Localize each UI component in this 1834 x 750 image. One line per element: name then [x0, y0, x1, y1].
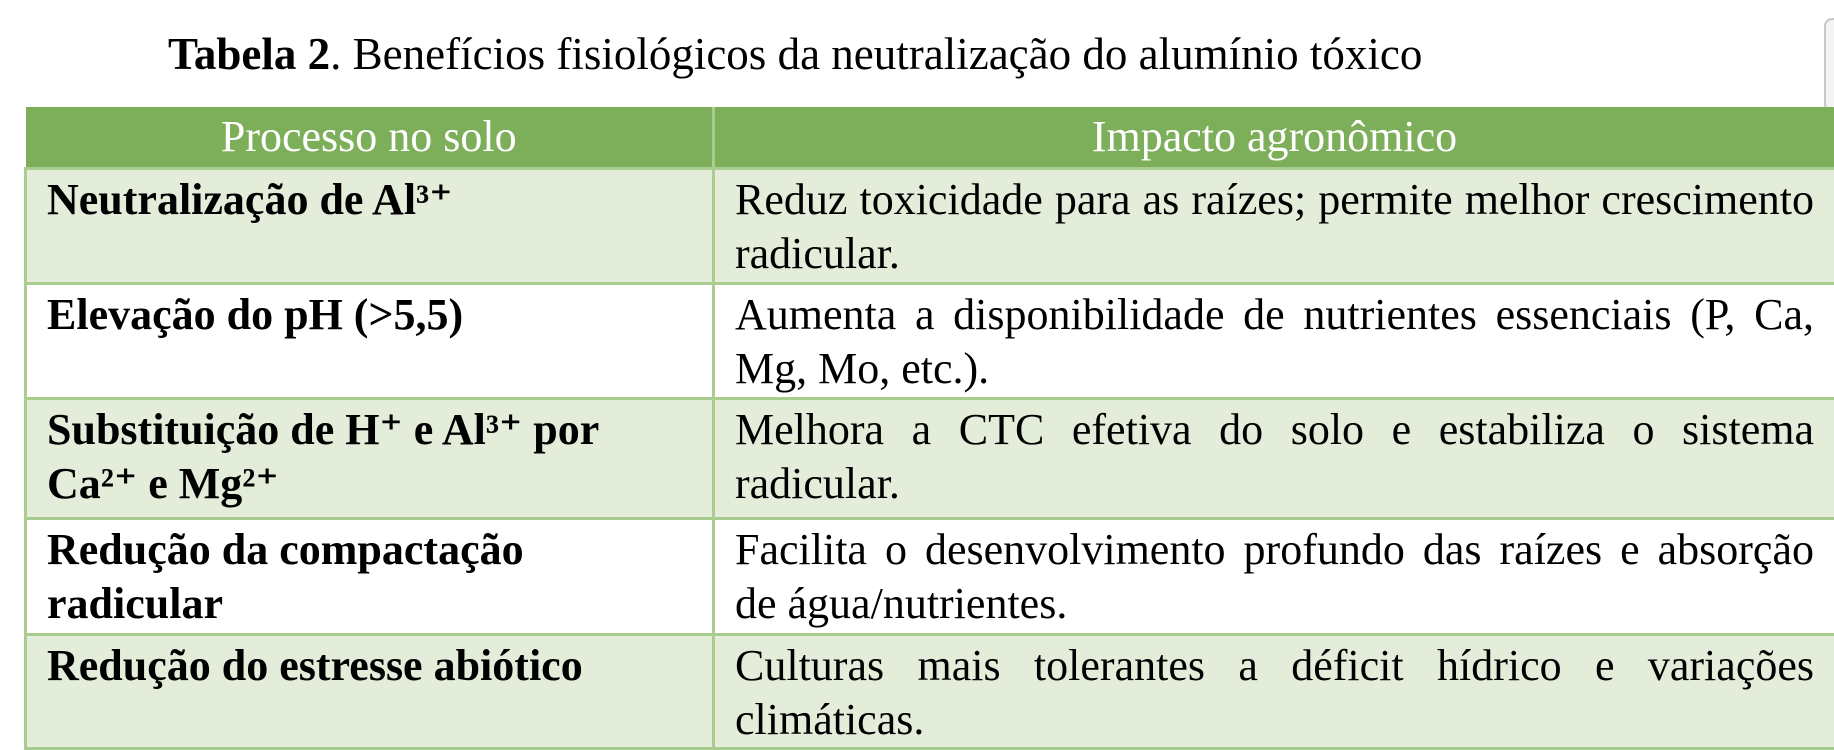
- side-panel-handle[interactable]: [1824, 18, 1834, 112]
- process-cell: Substituição de H⁺ e Al³⁺ por Ca²⁺ e Mg²⁺: [26, 399, 714, 519]
- benefits-table: [24, 107, 1834, 750]
- impact-cell: Aumenta a disponibilidade de nutrientes essenciais (P, Ca, Mg, Mo, etc.).: [714, 284, 1834, 399]
- table-row: [26, 169, 1834, 284]
- column-header-impact: Impacto agronômico: [714, 107, 1834, 169]
- process-cell: Elevação do pH (>5,5): [26, 284, 714, 399]
- table-row: [26, 399, 1834, 519]
- column-header-process: Processo no solo: [26, 107, 714, 169]
- impact-cell: Reduz toxicidade para as raízes; permite melhor crescimento radicular.: [714, 169, 1834, 284]
- impact-cell: Melhora a CTC efetiva do solo e estabiliza o sistema radicular.: [714, 399, 1834, 519]
- table-row: [26, 519, 1834, 635]
- caption-label: Tabela 2: [168, 29, 331, 79]
- impact-cell: Culturas mais tolerantes a déficit hídrico e variações climáticas.: [714, 635, 1834, 749]
- impact-cell: Facilita o desenvolvimento profundo das raízes e absorção de água/nutrientes.: [714, 519, 1834, 635]
- process-cell: Neutralização de Al³⁺: [26, 169, 714, 284]
- caption-text: . Benefícios fisiológicos da neutralização do alumínio tóxico: [330, 29, 1423, 79]
- process-cell: Redução da compactação radicular: [26, 519, 714, 635]
- table-header-row: [26, 107, 1834, 169]
- table-row: [26, 635, 1834, 749]
- process-cell: Redução do estresse abiótico: [26, 635, 714, 749]
- table-caption: [168, 24, 1422, 84]
- table-row: [26, 284, 1834, 399]
